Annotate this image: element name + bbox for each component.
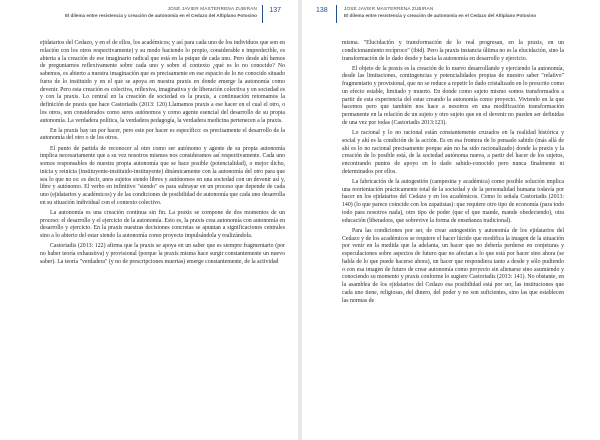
left-running-header [40, 5, 285, 31]
right-body-text [342, 40, 564, 308]
right-paragraph-2: El objeto de la praxis es la creación de lo nuevo desarrollando y ejerciendo la autonomía, desde las limitaciones, contingencias y potencialidades propias de nuestro saber "relativo" fragmentario y provisional, que no se reduce a repetir lo dado cristalizado en lo prescrito como un efecto estable, limitado y muerto. En donde como sujeto mismo somos transformados a partir de esta experiencia del estar creando la autonomía como proyecto. Viviendo en la que hacemos pero que también nos hace a nosotros en una modificación transformación permanente en la relación de un sujeto y otro sujeto que en el devenir no pueden ser definidas de una vez por todas (Castoriadis 2013:123). [342, 65, 564, 126]
left-header-author: JOSÉ JAVIER MASTERRENA ZUBIRAN [167, 6, 257, 11]
right-header-text [344, 5, 536, 19]
right-page [302, 0, 600, 440]
left-paragraph-2: En la praxis hay un por hacer, pero este por hacer es específico: es precisamente el desarrollo de la autonomía del otro o de los otros. [40, 127, 285, 142]
left-paragraph-5: Castoriadis (2013: 122) afirma que la praxis se apoya en un saber que es siempre fragmentario (por no haber teoría exhaustiva) y provisional (porque la praxis misma hace surgir constantemente un nuevo saber). La teoría "verdadera" (y no de prescripciones muertas) emerge constantemente, de la actividad [40, 243, 285, 265]
left-header-divider [262, 5, 263, 23]
right-header-title: El dilema entre resistencia y creación de autonomía en el Cedazo del Altiplano Potosino [344, 13, 537, 18]
right-paragraph-4: La fabricación de la autogestión (campesina y académica) como posible solución implica una reorientación prácticamente total de la sociedad y de la personalidad humana todavía por hacer en los ejidatarios del Cedazo y en los académicos. Como lo señala Castoriadis (2013: 140) (lo que parece coincide con los zapatistas): que requiere otro tipo de economía (para todo todo para nosotros nada), otro tipo de poder (que el que mande, mande obedeciendo), otra educación (liberadora, que sobrevive la forma de enseñanza tradicional). [342, 178, 564, 224]
left-page-number: 137 [269, 7, 281, 14]
left-paragraph-1: ejidatarios del Cedazo, y en el de ellos, los académicos; y así para cada uno de los individuos que son en relación con los otros respectivamente) y su modo haciendo lo propio, considerable e impredecible, es abierta a la creación de ese imaginario radical que está en la psique de cada uno. Pero desde ahí hemos de preguntarnos reflexivamente sobre cada uno y sobre el contexto ¿qué es lo no conocido? No sabemos, es abierto a nuestra imaginación que es precisamente en ese espacio de lo no conocido situado fuera de lo instituido y en el que se apoya en nuestra praxis en donde emerge la autonomía como devenir. Pero esta creación es colectiva, reflexiva, imaginativa y de liberación colectiva y en sociedad es y con la praxis. Lo central en la creación de sociedad es la praxis, a continuación retomamos la definición de praxis que hace Castoriadis (2013: 120) Llamamos praxis a ese hacer en el cual el otro, o los otros, son considerados como seres autónomos y como agente esencial del desarrollo de su propia autonomía. La verdadera política, la verdadera pedagogía, la verdadera medicina pertenecen a la praxis. [40, 40, 285, 124]
right-running-header [314, 5, 554, 31]
left-header-title: El dilema entre resistencia y creación de autonomía en el Cedazo del Altiplano Potosino [64, 13, 257, 18]
left-page [0, 0, 298, 440]
left-paragraph-4: La autonomía es una creación continua sin fin. La praxis se compone de dos momentos de un proceso: el desarrollo y el ejercicio de la autonomía. Esto es, la praxis crea autonomía con autonomía en desarrollo y ejercicio. En la praxis nuestras decisiones concretas se apuntan a significaciones centrales sino a lo abierto del estar siendo la autonomía como proyecto impulsándola y realizándola. [40, 209, 285, 240]
left-body-text [40, 40, 285, 269]
right-header-author: JOSÉ JAVIER MASTERRENA ZUBIRAN [344, 6, 434, 11]
left-header-text [65, 5, 257, 19]
left-paragraph-3: El punto de partida de reconocer al otro como ser autónomo y agente de su propia autonomía implica necesariamente que a su vez nosotros mismos nos consideramos así respectivamente. Cada uno somos responsables de nuestra propia autonomía que se hace posible (potencialidad), o mejor dicho, inicia y reinicia (instituyente-instituido-instituyente) dinámicamente con la autonomía del otro para que sea lo que no es: es decir, unos sujetos siendo libres y autónomos en una sociedad con un devenir así y, libre y autónomo. El verbo en infinitivo "siendo" es para subrayar en un proceso que depende de cada uno (ejidatarios y académicos) y de las condiciones de posibilidad de autonomía que cada uno desarrolla en su situación individual con el contexto colectivo. [40, 145, 285, 206]
right-paragraph-1: misma. "Elucidación y transformación de lo real progresan, en la praxis, en un condicionamiento recíproco" (ibid). Pero la praxis instancia última no es la elucidación, sino la transformación de lo dado desde y hacia la autonomía en desarrollo y ejercicio. [342, 40, 564, 62]
right-header-divider [336, 5, 337, 23]
right-page-number: 138 [316, 7, 328, 14]
right-paragraph-5: Para las condiciones por ser, de crear autogestión y autonomía de los ejidatarios del Cedazo y de los académicos se requiere el hacer lúcido que modifica la imagen de la situación por venir en la medida que la adelanta, un hacer que no debería perderse en conjeturas y especulaciones sobre aspectos de futuro que no afectan a lo que está por hacer sino ahora (se habla de lo que puede hacerse ahora), un hacer que respondiera tanto a desde y sólo pudiendo o con esa imagen de futuro de crear autonomía como proyecto sin alienarse sino asumiendo y conociendo su momento y praxis conforme lo sugiere Castoriadis (2013: 141). No obstante, en la asamblea de los ejidatarios del Cedazo esa posibilidad está por ser, las instituciones que cada uno tiene, religiosas, del dinero, del poder y no son suficientes, sino las que establecen las normas de [342, 227, 564, 304]
right-paragraph-3: Lo racional y lo no racional están constantemente cruzados en la realidad histórica y social y ahí es la condición de la acción. Es en esa frontera de lo pensado sabido (más allá de ahí es lo no racional precisamente porque aún no ha sido racionalizado) donde la praxis y la creación de lo posible está, de la sociedad autónoma nueva, a partir del hacer de los sujetos, encontrando puntos de apoyo en lo dado sabido-conocido pero nunca finalmente ni determinados por ellos. [342, 130, 564, 175]
